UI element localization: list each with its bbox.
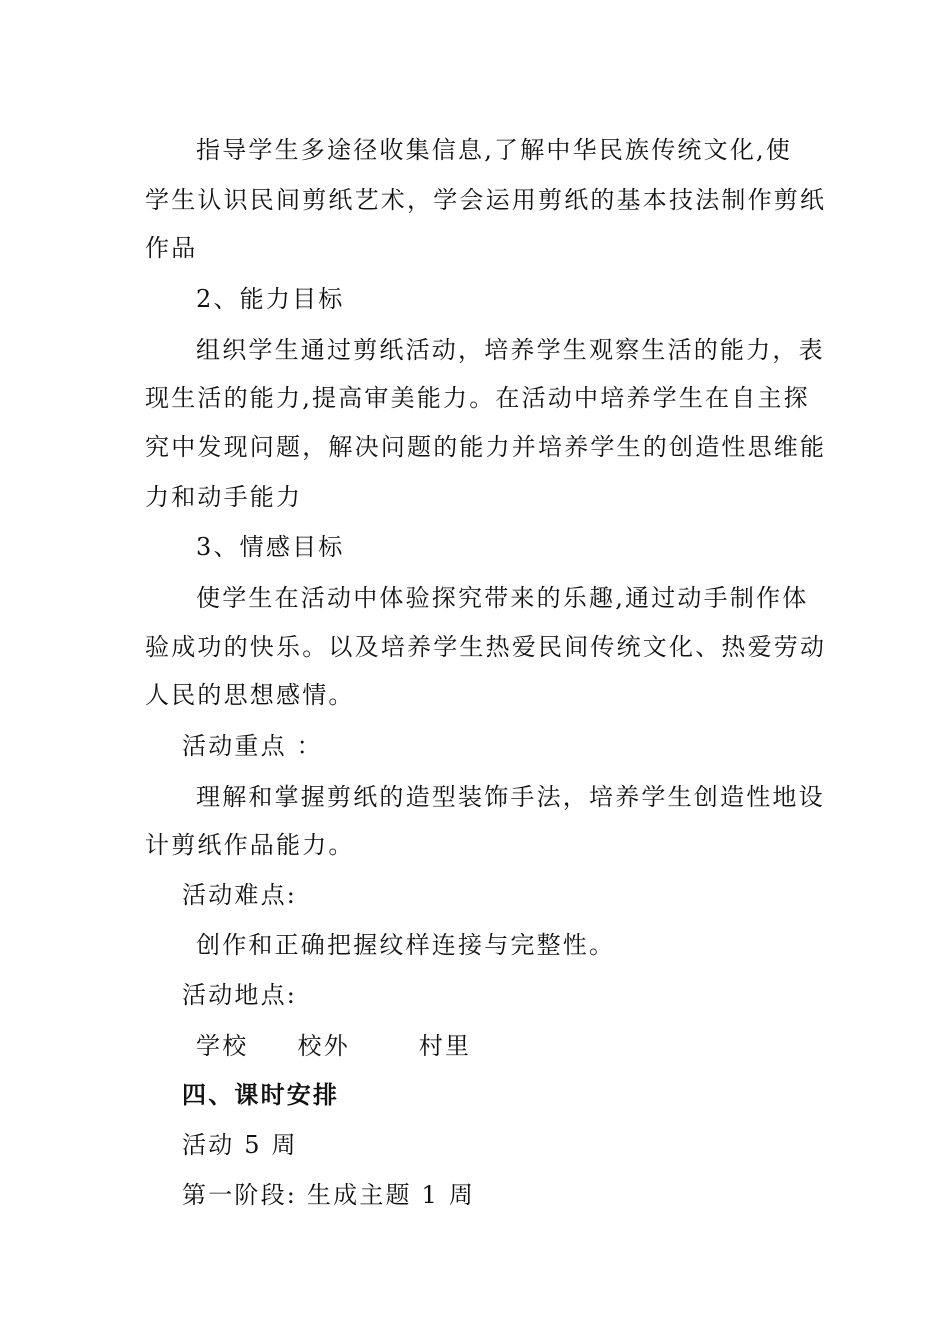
activity-location-heading: 活动地点: [182, 981, 298, 1009]
emotion-objective-heading: 3、情感目标 [196, 533, 345, 561]
ability-objective-line-1: 组织学生通过剪纸活动，培养学生观察生活的能力，表 [196, 336, 825, 364]
activity-focus-line-2: 计剪纸作品能力。 [145, 831, 355, 859]
emotion-objective-line-1: 使学生在活动中体验探究带来的乐趣,通过动手制作体 [196, 584, 809, 612]
objective-knowledge-line-2: 学生认识民间剪纸艺术，学会运用剪纸的基本技法制作剪纸 [145, 186, 827, 214]
activity-difficulty-line: 创作和正确把握纹样连接与完整性。 [196, 931, 616, 959]
ability-objective-line-3: 究中发现问题，解决问题的能力并培养学生的创造性思维能 [145, 433, 827, 461]
activity-location-line: 学校 校外 村里 [196, 1032, 472, 1060]
schedule-phase-1: 第一阶段: 生成主题 1 周 [182, 1181, 476, 1209]
activity-focus-line-1: 理解和掌握剪纸的造型装饰手法，培养学生创造性地设 [196, 783, 825, 811]
emotion-objective-line-3: 人民的思想感情。 [145, 681, 355, 709]
schedule-duration: 活动 5 周 [182, 1131, 298, 1159]
ability-objective-line-2: 现生活的能力,提高审美能力。在活动中培养学生在自主探 [145, 384, 810, 412]
objective-knowledge-line-3: 作品 [145, 234, 198, 262]
objective-knowledge-line-1: 指导学生多途径收集信息,了解中华民族传统文化,使 [196, 136, 793, 164]
schedule-section-heading: 四、课时安排 [182, 1080, 340, 1109]
ability-objective-heading: 2、能力目标 [196, 285, 345, 313]
emotion-objective-line-2: 验成功的快乐。以及培养学生热爱民间传统文化、热爱劳动 [145, 633, 827, 661]
ability-objective-line-4: 力和动手能力 [145, 483, 303, 511]
activity-difficulty-heading: 活动难点: [182, 881, 298, 909]
activity-focus-heading: 活动重点 ： [182, 732, 323, 760]
